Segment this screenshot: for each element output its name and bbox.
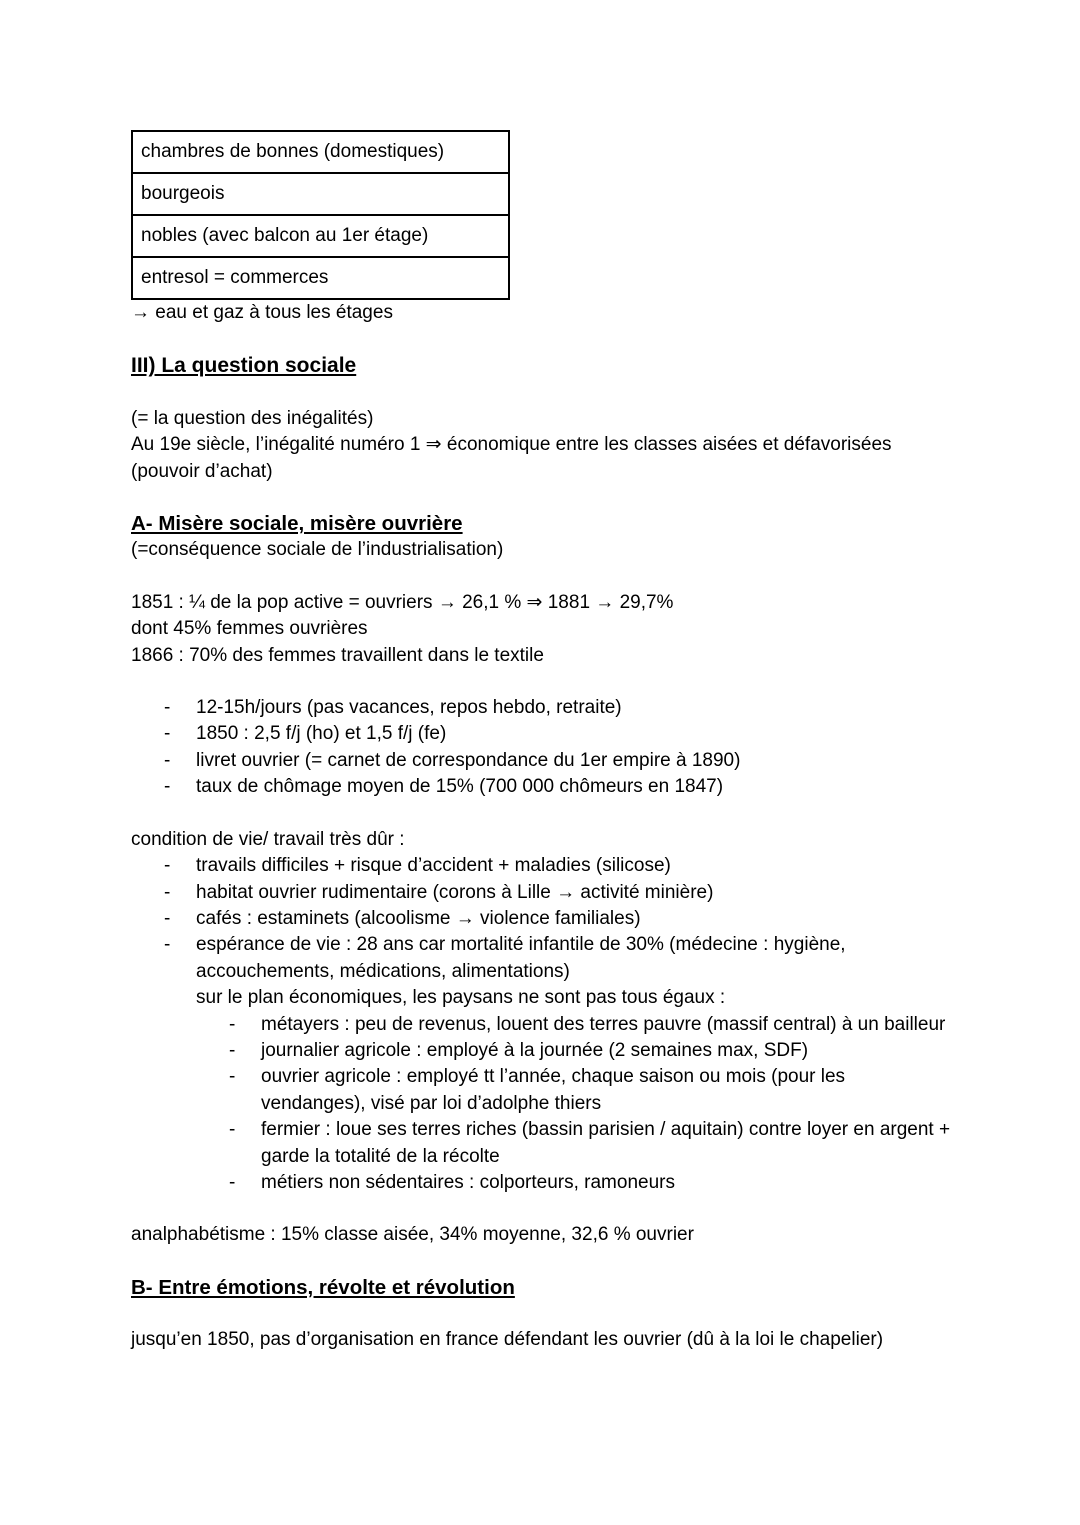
peasants-list xyxy=(131,1012,951,1197)
list-item: - métiers non sédentaires : colporteurs, ramoneurs xyxy=(261,1170,951,1196)
section-3-intro-line: Au 19e siècle, l’inégalité numéro 1 ⇒ économique entre les classes aisées et défavorisées xyxy=(131,434,892,456)
section-3-title: III) La question sociale xyxy=(131,354,357,378)
list-item: - livret ouvrier (= carnet de correspondance du 1er empire à 1890) xyxy=(196,748,951,774)
section-b-text: jusqu’en 1850, pas d’organisation en france défendant les ouvrier (dû à la loi le chapelier) xyxy=(131,1329,884,1351)
list-item: - journalier agricole : employé à la journée (2 semaines max, SDF) xyxy=(261,1038,951,1064)
table-cell: chambres de bonnes (domestiques) xyxy=(132,131,509,173)
conditions-label: condition de vie/ travail très dûr : xyxy=(131,828,405,850)
list-item: - habitat ouvrier rudimentaire (corons à Lille → activité minière) xyxy=(196,880,951,906)
section-a-title: A- Misère sociale, misère ouvrière xyxy=(131,512,463,536)
section-a-subtitle: (=conséquence sociale de l’industrialisation) xyxy=(131,539,504,561)
stat-line: 1866 : 70% des femmes travaillent dans le textile xyxy=(131,644,544,666)
list-item: - 1850 : 2,5 f/j (ho) et 1,5 f/j (fe) xyxy=(196,721,951,747)
section-b-title: B- Entre émotions, révolte et révolution xyxy=(131,1275,515,1299)
list-item: - fermier : loue ses terres riches (bassin parisien / aquitain) contre loyer en argent + garde la totalité de la récolte xyxy=(261,1117,951,1170)
table-cell: bourgeois xyxy=(132,173,509,215)
list-item: - taux de chômage moyen de 15% (700 000 chômeurs en 1847) xyxy=(196,774,951,800)
living-conditions-list xyxy=(131,853,951,985)
floors-note: → eau et gaz à tous les étages xyxy=(131,302,393,323)
table-cell: entresol = commerces xyxy=(132,257,509,299)
table-cell: nobles (avec balcon au 1er étage) xyxy=(132,215,509,257)
list-item: - ouvrier agricole : employé tt l’année, chaque saison ou mois (pour les vendanges), visé par loi d’adolphe thiers xyxy=(261,1064,951,1117)
document-page xyxy=(131,130,951,1354)
section-3-intro-line: (pouvoir d’achat) xyxy=(131,460,273,482)
table-row xyxy=(132,215,509,257)
list-item: - 12-15h/jours (pas vacances, repos hebdo, retraite) xyxy=(196,695,951,721)
section-3-intro-line: (= la question des inégalités) xyxy=(131,407,374,429)
list-item xyxy=(196,932,951,985)
work-conditions-list xyxy=(131,695,951,801)
list-item: - cafés : estaminets (alcoolisme → violence familiales) xyxy=(196,906,951,932)
list-item: - métayers : peu de revenus, louent des terres pauvre (massif central) à un bailleur xyxy=(261,1012,951,1038)
table-row xyxy=(132,257,509,299)
list-item-text: espérance de vie : 28 ans car mortalité infantile de 30% (médecine : hygiène, accouchements, médications, alimentations) xyxy=(196,934,846,982)
table-row xyxy=(132,173,509,215)
list-item: - travails difficiles + risque d’accident + maladies (silicose) xyxy=(196,853,951,879)
literacy-line: analphabétisme : 15% classe aisée, 34% moyenne, 32,6 % ouvrier xyxy=(131,1224,694,1246)
peasants-label: sur le plan économiques, les paysans ne sont pas tous égaux : xyxy=(196,987,726,1009)
stat-line: 1851 : ¼ de la pop active = ouvriers → 26,1 % ⇒ 1881 → 29,7% xyxy=(131,591,674,613)
stat-line: dont 45% femmes ouvrières xyxy=(131,618,368,640)
table-row xyxy=(132,131,509,173)
building-floors-table xyxy=(131,130,510,300)
